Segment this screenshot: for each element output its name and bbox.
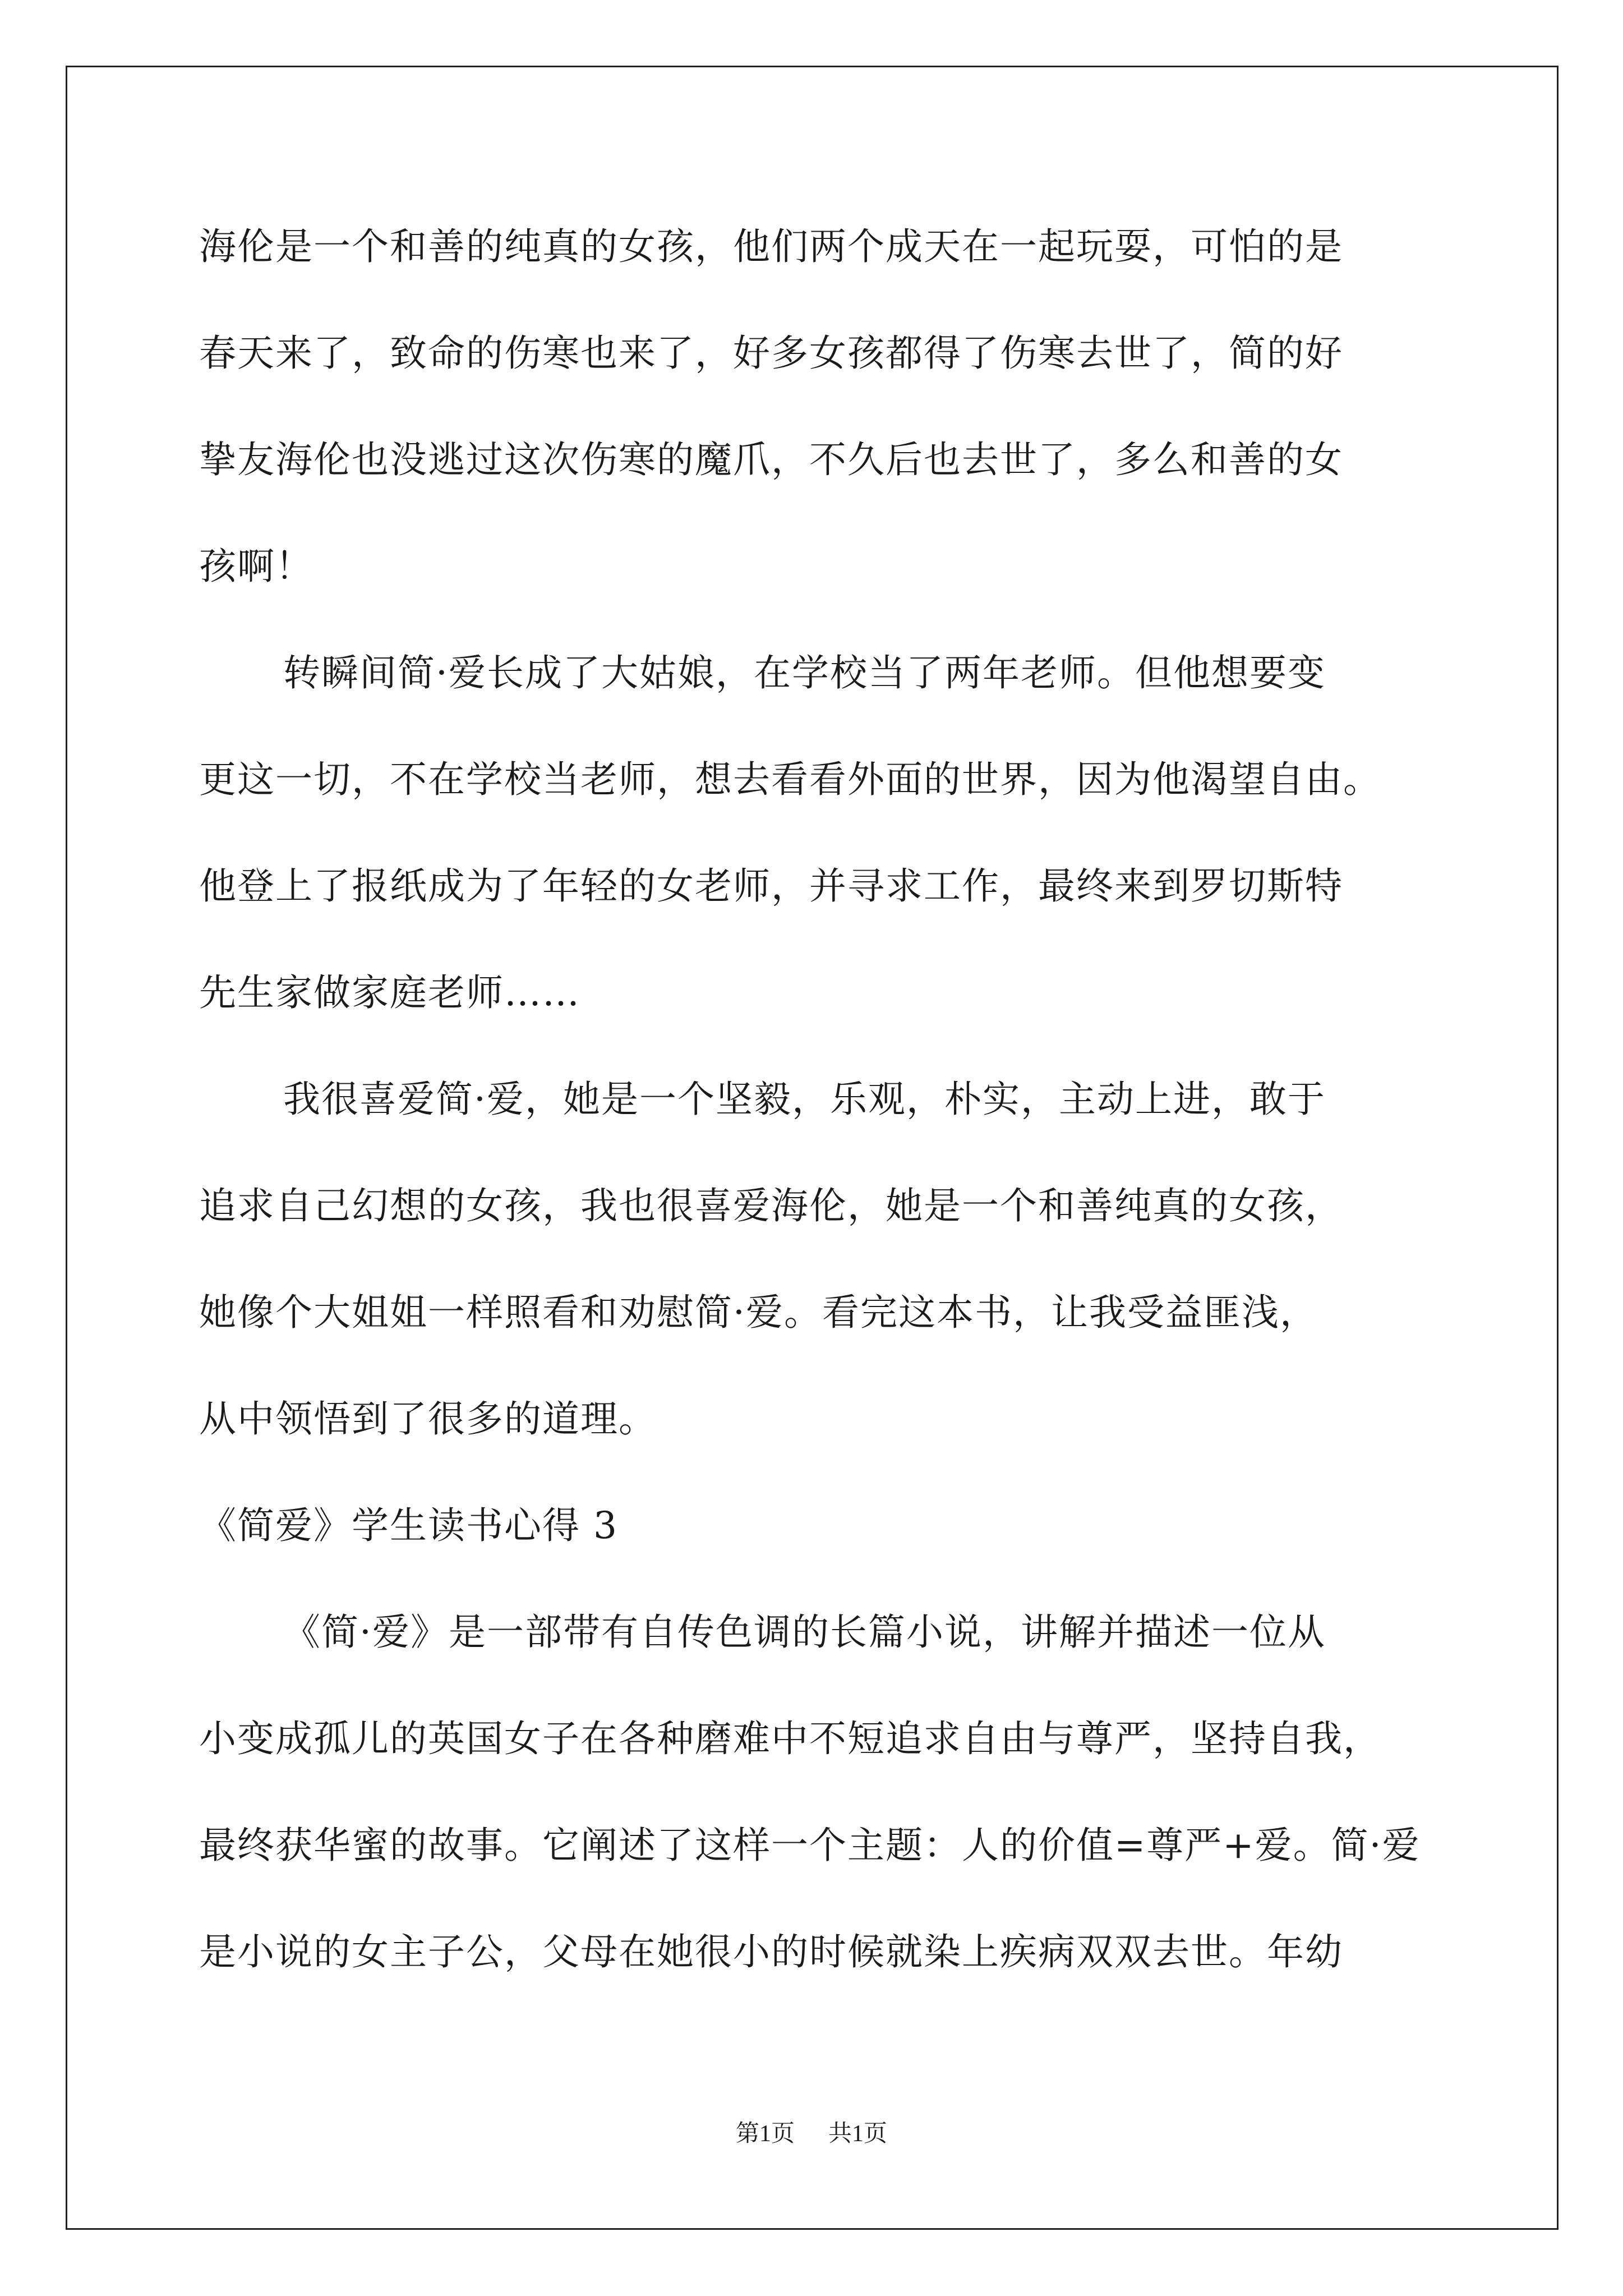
text-line: 先生家做家庭老师…… — [199, 971, 580, 1014]
text-line: 她像个大姐姐一样照看和劝慰简·爱。看完这本书，让我受益匪浅， — [199, 1291, 1318, 1334]
text-line: 追求自己幻想的女孩，我也很喜爱海伦，她是一个和善纯真的女孩， — [199, 1184, 1343, 1227]
text-line: 小变成孤儿的英国女子在各种磨难中不短追求自由与尊严，坚持自我， — [199, 1717, 1381, 1760]
text-line: 更这一切，不在学校当老师，想去看看外面的世界，因为他渴望自由。 — [199, 758, 1381, 801]
text-line: 转瞬间简·爱长成了大姑娘，在学校当了两年老师。但他想要变 — [283, 651, 1326, 694]
text-line: 春天来了，致命的伤寒也来了，好多女孩都得了伤寒去世了，简的好 — [199, 332, 1343, 375]
page-footer — [0, 2115, 1623, 2148]
text-line: 是小说的女主子公，父母在她很小的时候就染上疾病双双去世。年幼 — [199, 1930, 1343, 1973]
page-total: 共1页 — [828, 2121, 888, 2147]
section-heading: 《简爱》学生读书心得 3 — [199, 1504, 618, 1547]
text-line: 最终获华蜜的故事。它阐述了这样一个主题：人的价值=尊严+爱。简·爱 — [199, 1824, 1421, 1867]
text-line: 从中领悟到了很多的道理。 — [199, 1397, 657, 1441]
text-line: 孩啊！ — [199, 545, 313, 588]
text-line: 他登上了报纸成为了年轻的女老师，并寻求工作，最终来到罗切斯特 — [199, 864, 1343, 908]
text-line: 海伦是一个和善的纯真的女孩，他们两个成天在一起玩耍，可怕的是 — [199, 225, 1343, 268]
document-body — [199, 216, 1455, 2028]
text-line: 挚友海伦也没逃过这次伤寒的魔爪，不久后也去世了，多么和善的女 — [199, 438, 1343, 481]
text-line: 《简·爱》是一部带有自传色调的长篇小说，讲解并描述一位从 — [283, 1611, 1326, 1654]
page-number: 第1页 — [735, 2121, 795, 2147]
text-line: 我很喜爱简·爱，她是一个坚毅，乐观，朴实，主动上进，敢于 — [283, 1078, 1326, 1121]
